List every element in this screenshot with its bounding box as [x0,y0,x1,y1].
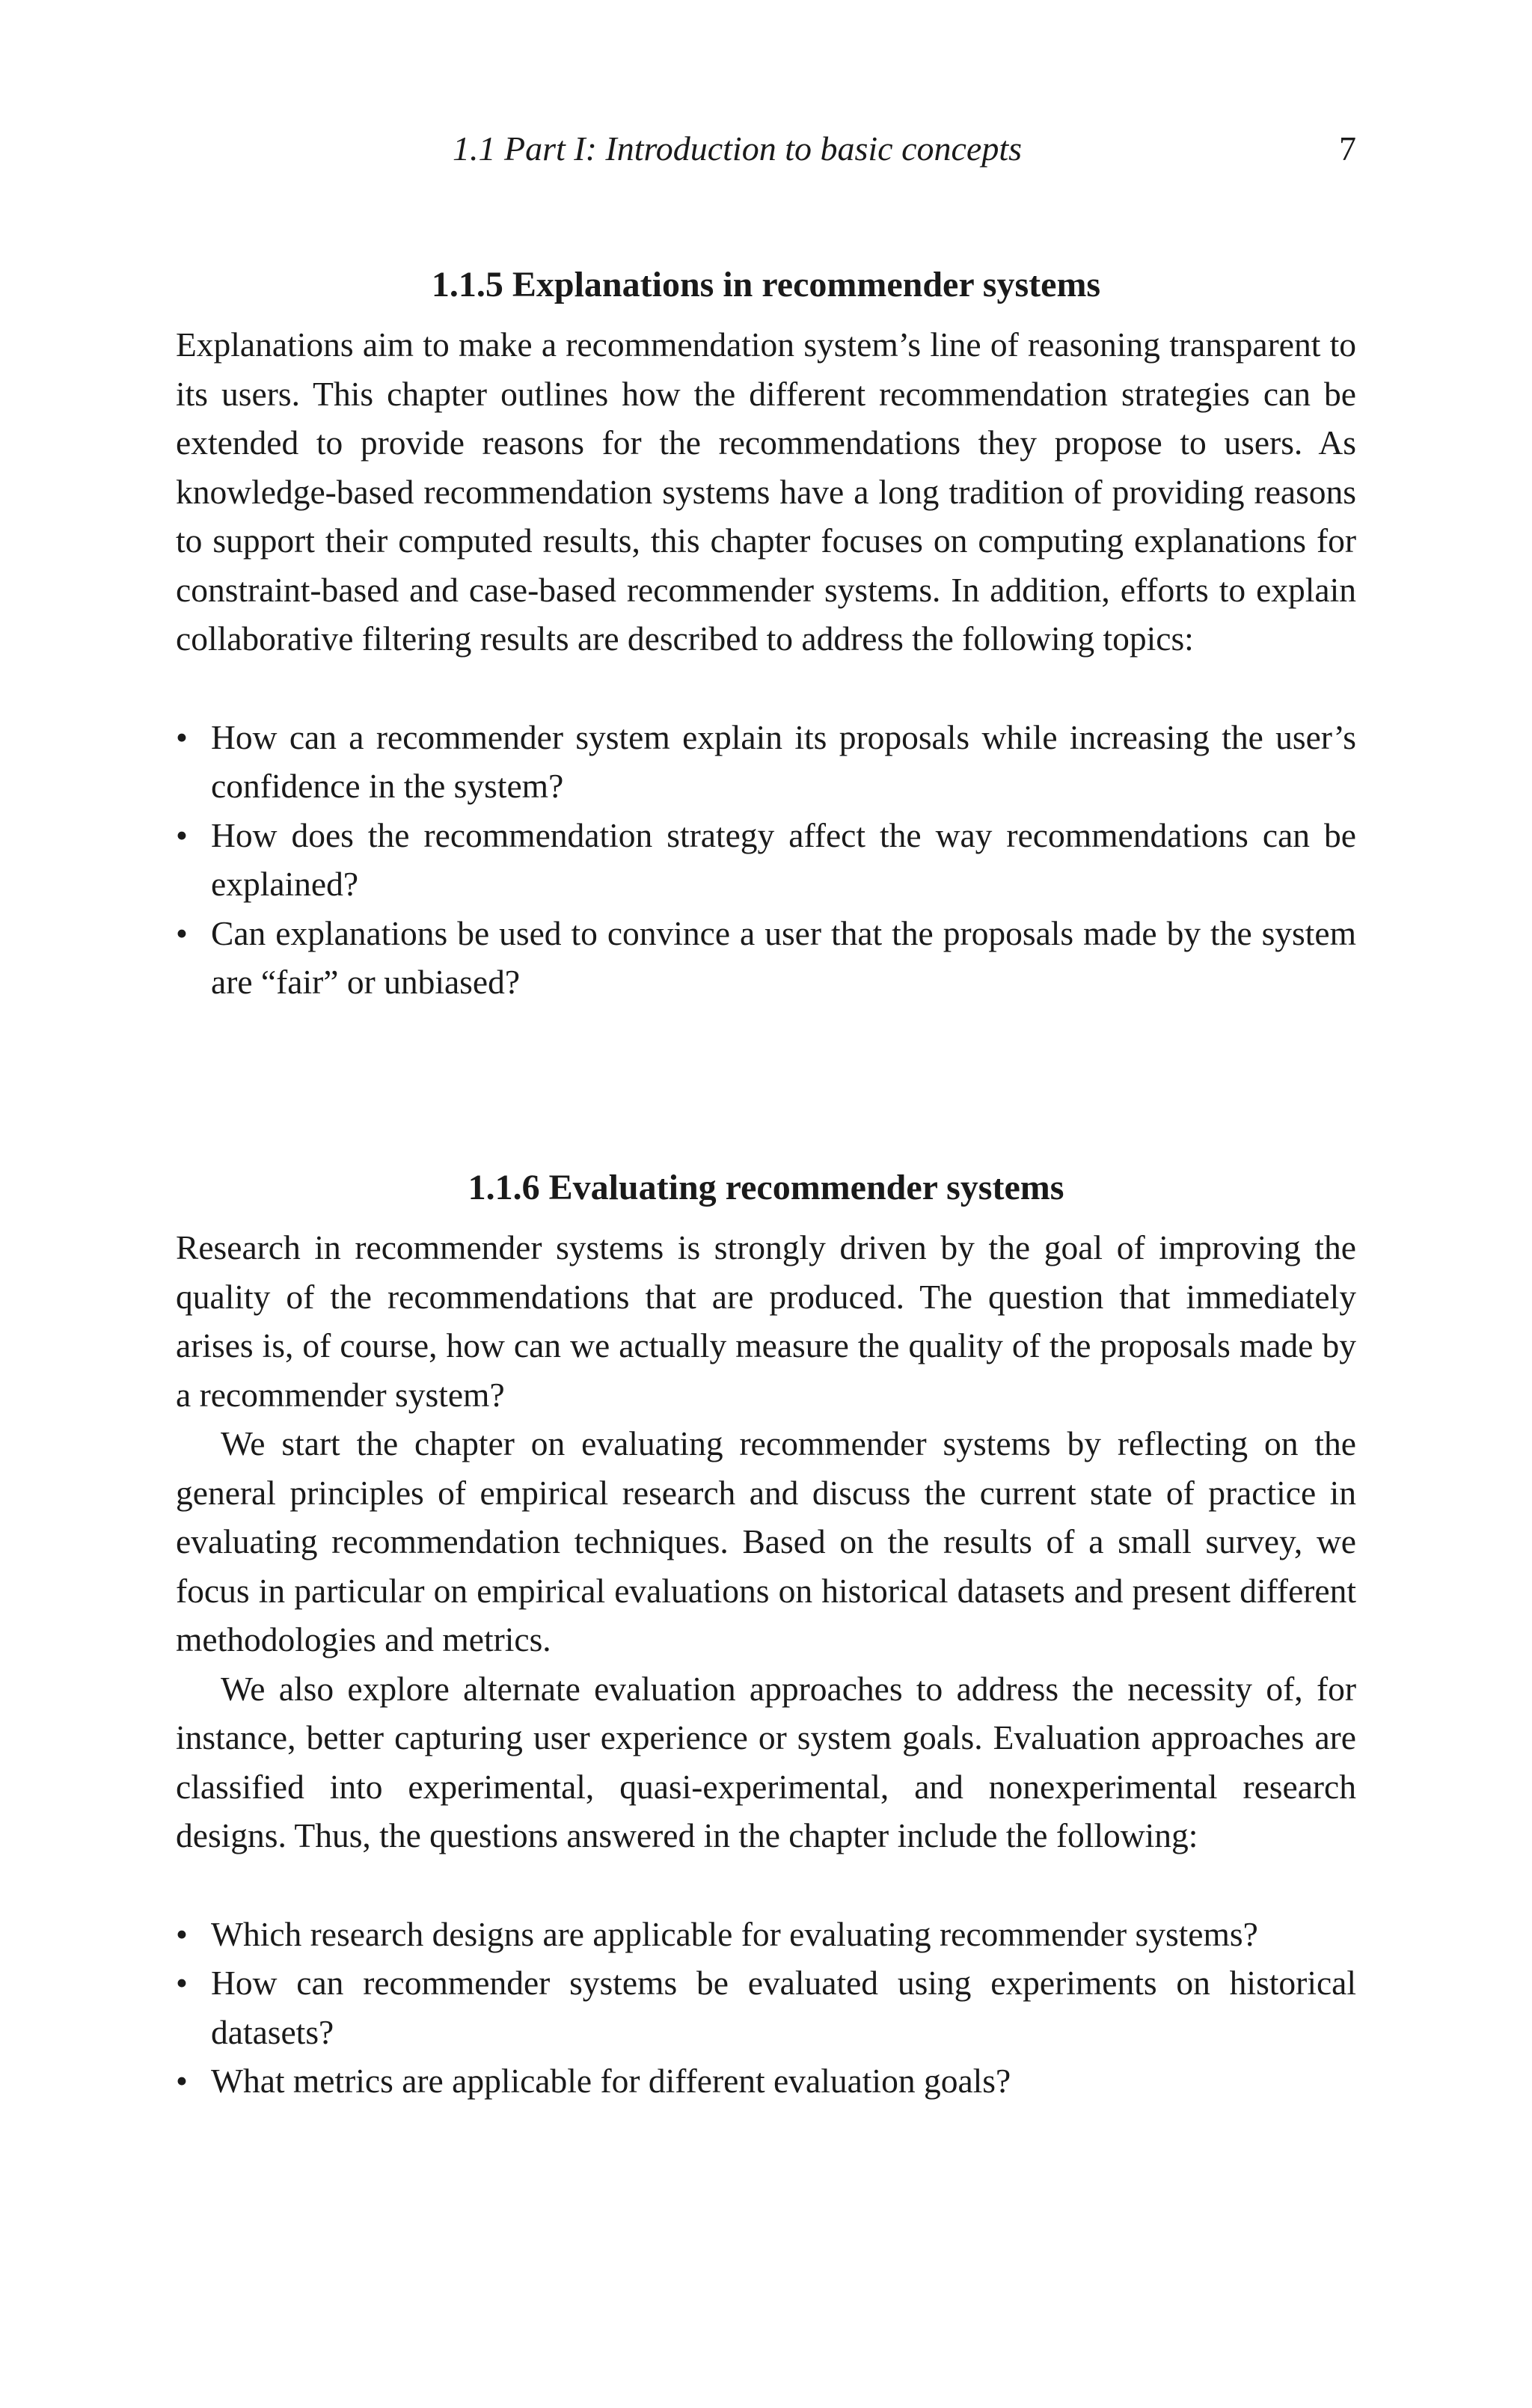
bullet-list [176,713,1356,1007]
list-item [176,909,1356,1007]
list-item [176,1958,1356,2056]
section-paragraph: Explanations aim to make a recommendation system’s line of reasoning transparent to its users. This chapter outlines how the different recommendation strategies can be extended to provide reasons for the recommendations they propose to users. As knowledge-based recommendation systems have a long tradition of providing reasons to support their computed results, this chapter focuses on computing explanations for constraint-based and case-based recommender systems. In addition, efforts to explain collaborative filtering results are described to address the following topics: [176,325,1356,658]
section-evaluating [176,1163,1356,2106]
list-item-text: Which research designs are applicable for evaluating recommender systems? [211,1914,1258,1953]
bullet-marker: • [176,1914,188,1953]
bullet-marker: • [176,913,188,952]
list-item-text: How can recommender systems be evaluated using experiments on historical datasets? [211,1964,1356,2051]
list-item-text: How can a recommender system explain its proposals while increasing the user’s confidence in the system? [211,717,1356,805]
list-item [176,713,1356,811]
running-head [176,129,1356,174]
bullet-marker: • [176,1964,188,2002]
list-item-text: How does the recommendation strategy affect the way recommendations can be explained? [211,815,1356,903]
bullet-list [176,1910,1356,2106]
section-paragraph: We start the chapter on evaluating recommender systems by reflecting on the general principles of empirical research and discuss the current state of practice in evaluating recommendation techniques. Based on the results of a small survey, we focus in particular on empirical evaluations on historical datasets and present different methodologies and metrics. [176,1424,1356,1658]
bullet-marker: • [176,2062,188,2100]
bullet-marker: • [176,815,188,854]
bullet-marker: • [176,717,188,756]
page-number: 7 [1339,129,1356,168]
list-item-text: What metrics are applicable for different evaluation goals? [211,2062,1011,2100]
section-heading-explanations: 1.1.5 Explanations in recommender systems [431,265,1101,304]
running-head-title: 1.1 Part I: Introduction to basic concepts [453,129,1022,168]
section-paragraph: Research in recommender systems is strongly driven by the goal of improving the quality of the recommendations that are produced. The question that immediately arises is, of course, how can we actually measure the quality of the proposals made by a recommender system? [176,1228,1356,1414]
list-item-text: Can explanations be used to convince a user that the proposals made by the system are “fair” or unbiased? [211,913,1356,1001]
list-item [176,2056,1356,2106]
section-paragraph: We also explore alternate evaluation approaches to address the necessity of, for instance, better capturing user experience or system goals. Evaluation approaches are classified into experimental, quasi-experimental, and nonexperimental research designs. Thus, the questions answered in the chapter include the following: [176,1669,1356,1854]
list-item [176,1910,1356,1959]
section-explanations [176,260,1356,1007]
section-heading-evaluating: 1.1.6 Evaluating recommender systems [468,1168,1064,1207]
list-item [176,811,1356,909]
